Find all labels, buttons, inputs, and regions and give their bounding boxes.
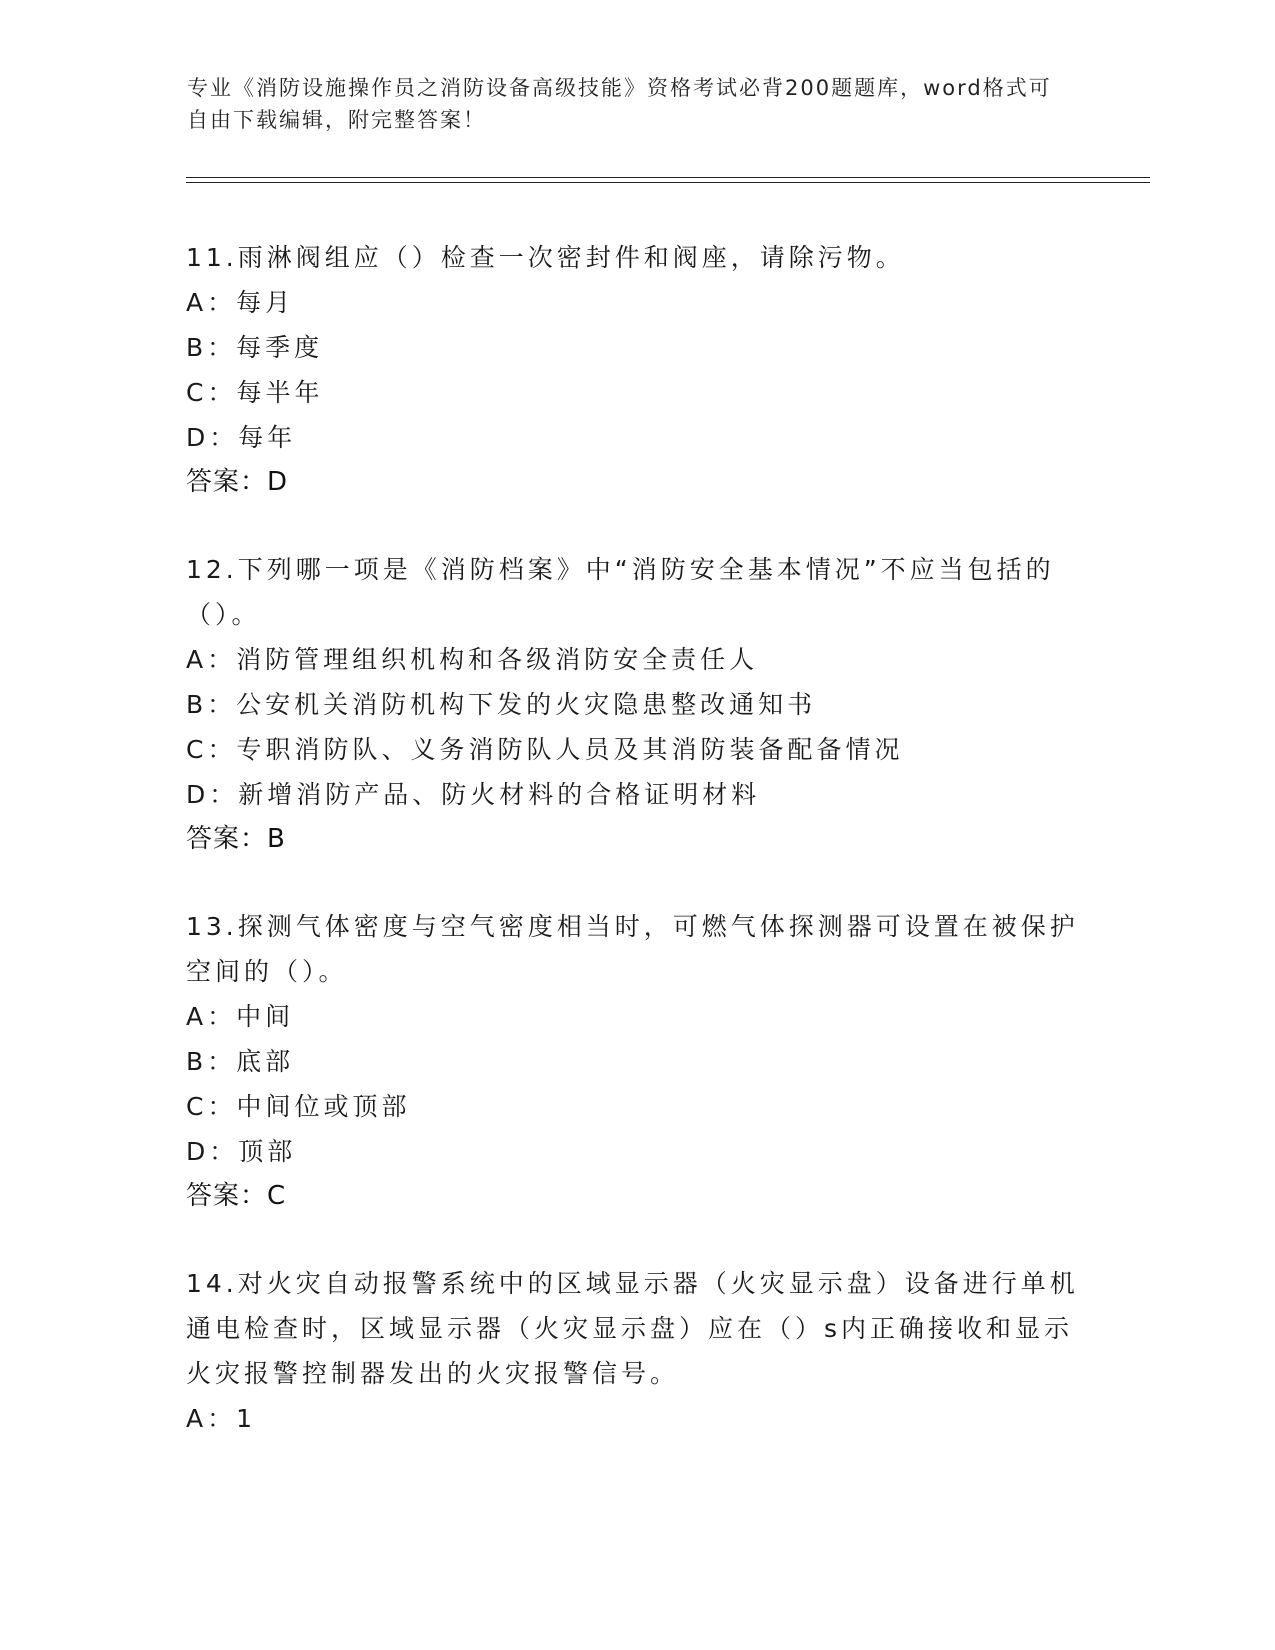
- option-d: D：每年: [186, 423, 297, 452]
- option-d: D：顶部: [186, 1137, 297, 1166]
- answer: 答案：D: [186, 467, 289, 497]
- question-12: [186, 547, 1086, 862]
- answer: 答案：B: [186, 824, 286, 854]
- question-list: [186, 235, 1086, 1483]
- option-d: D：新增消防产品、防火材料的合格证明材料: [186, 780, 761, 809]
- option-c: C：每半年: [186, 378, 324, 407]
- answer: 答案：C: [186, 1181, 287, 1211]
- option-c: C：专职消防队、义务消防队人员及其消防装备配备情况: [186, 735, 904, 764]
- option-c: C：中间位或顶部: [186, 1092, 411, 1121]
- question-stem: 12.下列哪一项是《消防档案》中“消防安全基本情况”不应当包括的（）。: [186, 555, 1055, 629]
- option-a: A：1: [186, 1404, 257, 1433]
- option-b: B：每季度: [186, 333, 324, 362]
- question-stem: 11.雨淋阀组应（）检查一次密封件和阀座，请除污物。: [186, 243, 905, 272]
- option-a: A：消防管理组织机构和各级消防安全责任人: [186, 645, 759, 674]
- option-a: A：每月: [186, 288, 295, 317]
- question-stem: 14.对火灾自动报警系统中的区域显示器（火灾显示盘）设备进行单机通电检查时，区域显示器（火灾显示盘）应在（）s内正确接收和显示火灾报警控制器发出的火灾报警信号。: [186, 1269, 1079, 1388]
- question-stem: 13.探测气体密度与空气密度相当时，可燃气体探测器可设置在被保护空间的（）。: [186, 912, 1079, 986]
- question-13: [186, 904, 1086, 1219]
- option-b: B：底部: [186, 1047, 295, 1076]
- question-11: [186, 235, 1086, 505]
- document-header: 专业《消防设施操作员之消防设备高级技能》资格考试必背200题题库，word格式可自由下载编辑，附完整答案！: [187, 76, 1052, 132]
- question-14: [186, 1261, 1086, 1441]
- header-divider-top: [186, 177, 1150, 178]
- option-b: B：公安机关消防机构下发的火灾隐患整改通知书: [186, 690, 817, 719]
- header-divider-bottom: [186, 182, 1150, 183]
- option-a: A：中间: [186, 1002, 295, 1031]
